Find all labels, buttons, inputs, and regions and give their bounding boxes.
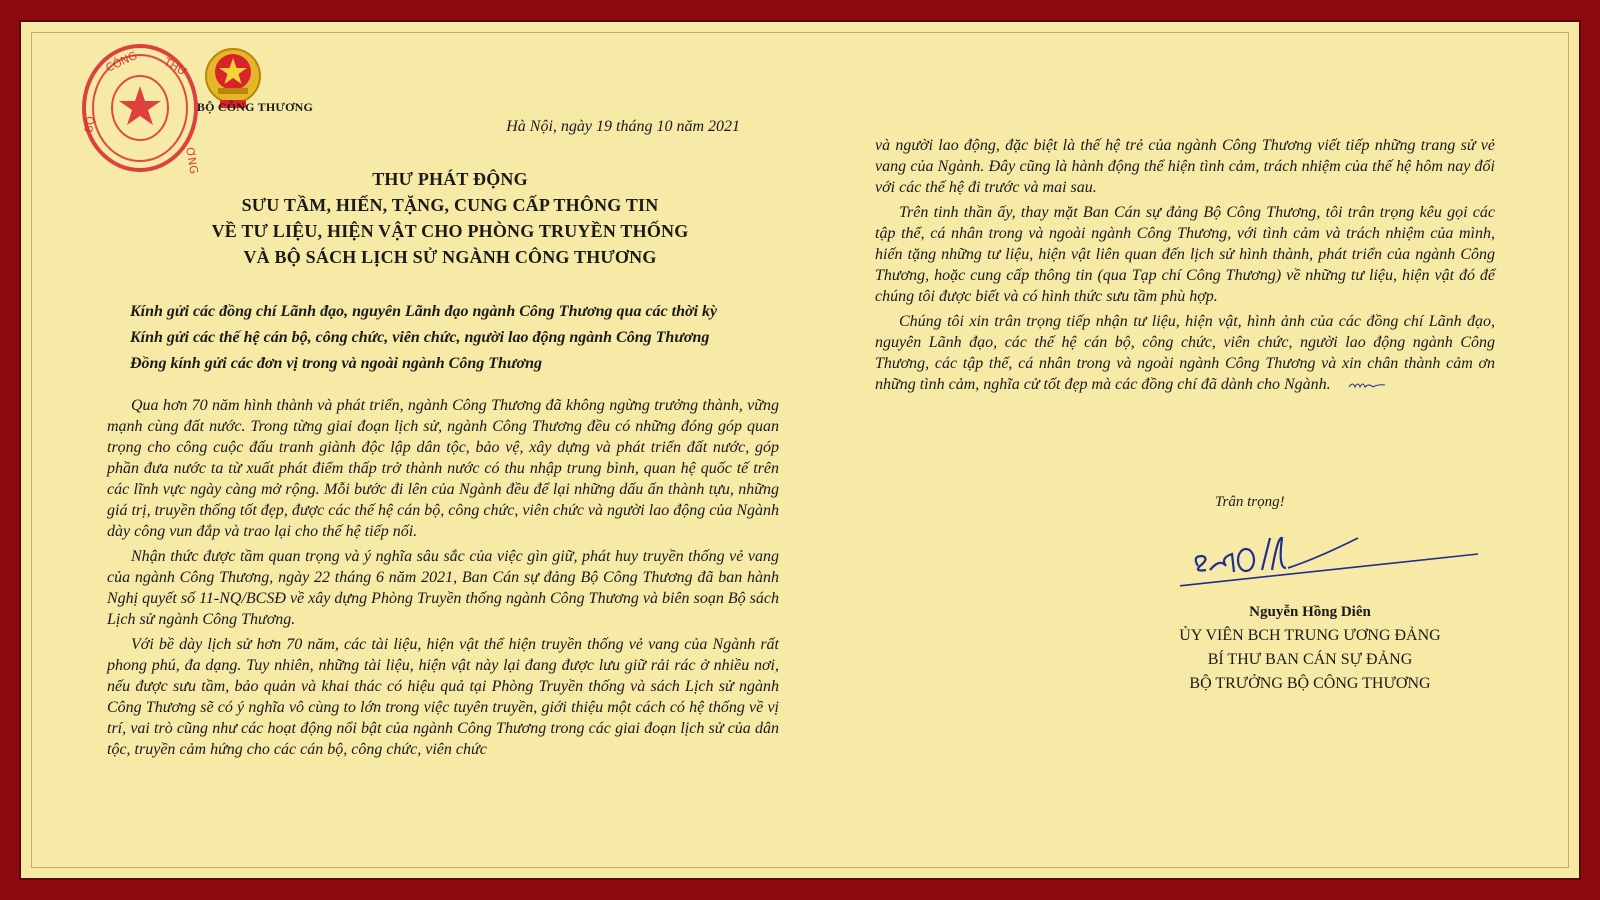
title-line: SƯU TẦM, HIẾN, TẶNG, CUNG CẤP THÔNG TIN xyxy=(241,195,659,215)
signer-title: BỘ TRƯỞNG BỘ CÔNG THƯƠNG xyxy=(1189,675,1431,692)
body-paragraph: Trên tinh thần ấy, thay mặt Ban Cán sự đảng Bộ Công Thương, tôi trân trọng kêu gọi các tập thể, cá nhân trong và ngoài ngành Công Thương, với tình cảm và trách nhiệm của mình, hiến tặng những tư liệu, hiện vật liên quan đến lịch sử hình thành, phát triển của ngành Công Thương, hoặc cung cấp thông tin (qua Tạp chí Công Thương) về những tư liệu, hiện vật đó để chúng tôi được biết và có hình thức sưu tầm phù hợp. xyxy=(875,204,1495,305)
body-column-left xyxy=(107,395,779,764)
svg-text:ƠNG: ƠNG xyxy=(183,146,201,175)
body-paragraph: Nhận thức được tầm quan trọng và ý nghĩa sâu sắc của việc gìn giữ, phát huy truyền thống vẻ vang của ngành Công Thương, ngày 22 tháng 6 năm 2021, Ban Cán sự đảng Bộ Công Thương đã ban hành Nghị quyết số 11-NQ/BCSĐ về xây dựng Phòng Truyền thống ngành Công Thương và biên soạn Bộ sách Lịch sử ngành Công Thương. xyxy=(107,548,779,628)
body-paragraph: Qua hơn 70 năm hình thành và phát triển, ngành Công Thương đã không ngừng trưởng thành, vững mạnh cùng đất nước. Trong từng giai đoạn lịch sử, ngành Công Thương đều có những đóng góp quan trọng cho công cuộc đấu tranh giành độc lập dân tộc, bảo vệ, xây dựng và phát triển đất nước, góp phần đưa nước ta từ xuất phát điểm thấp trở thành nước có thu nhập trung bình, quan hệ quốc tế trên các lĩnh vực ngày càng mở rộng. Mỗi bước đi lên của Ngành đều để lại những dấu ấn thành tựu, những giá trị, truyền thống tốt đẹp, được các thế hệ cán bộ, công chức, viên chức và người lao động của Ngành dày công vun đắp và trao lại cho thế hệ tiếp nối. xyxy=(107,397,779,540)
ministry-name: BỘ CÔNG THƯƠNG xyxy=(196,100,314,114)
handwritten-signature xyxy=(1180,530,1480,605)
title-line: VỀ TƯ LIỆU, HIỆN VẬT CHO PHÒNG TRUYỀN THỐNG xyxy=(211,221,689,241)
greeting-line: Kính gửi các thế hệ cán bộ, công chức, viên chức, người lao động ngành Công Thương xyxy=(130,329,710,346)
signer-title: BÍ THƯ BAN CÁN SỰ ĐẢNG xyxy=(1207,651,1413,668)
signer-name: Nguyễn Hồng Diên xyxy=(1249,604,1371,620)
greeting-line: Kính gửi các đồng chí Lãnh đạo, nguyên Lãnh đạo ngành Công Thương qua các thời kỳ xyxy=(130,303,718,320)
signer-block xyxy=(1100,600,1520,696)
body-paragraph-text: Chúng tôi xin trân trọng tiếp nhận tư liệu, hiện vật, hình ảnh của các đồng chí Lãnh đạo, nguyên Lãnh đạo, các thế hệ cán bộ, công chức, viên chức, người lao động ngành Công Thương, các tập thể, cá nhân trong và ngoài ngành Công Thương và xin chân thành cảm ơn những tình cảm, nghĩa cử tốt đẹp mà các đồng chí đã dành cho Ngành. xyxy=(875,313,1495,393)
svg-text:BỘ: BỘ xyxy=(82,115,98,134)
greeting-lines xyxy=(130,299,780,377)
body-paragraph xyxy=(875,311,1495,395)
title-line: THƯ PHÁT ĐỘNG xyxy=(372,169,528,189)
svg-text:THƯ: THƯ xyxy=(161,55,190,79)
title-line: VÀ BỘ SÁCH LỊCH SỬ NGÀNH CÔNG THƯƠNG xyxy=(243,247,657,267)
date-line: Hà Nội, ngày 19 tháng 10 năm 2021 xyxy=(506,118,740,135)
greeting-line: Đồng kính gửi các đơn vị trong và ngoài ngành Công Thương xyxy=(130,355,542,372)
body-paragraph: Với bề dày lịch sử hơn 70 năm, các tài liệu, hiện vật thể hiện truyền thống vẻ vang của Ngành rất phong phú, đa dạng. Tuy nhiên, những tài liệu, hiện vật này lại đang được lưu giữ rải rác ở nhiều nơi, nếu được sưu tầm, bảo quản và khai thác có hiệu quả tại Phòng Truyền thống và sách Lịch sử ngành Công Thương sẽ có ý nghĩa vô cùng to lớn trong việc tuyên truyền, giới thiệu một cách có hệ thống về vị trí, vai trò cũng như các hoạt động nổi bật của ngành Công Thương trong các giai đoạn lịch sử của dân tộc, truyền cảm hứng cho các cán bộ, công chức, viên chức xyxy=(107,636,779,758)
svg-text:CÔNG: CÔNG xyxy=(103,48,140,75)
letter-title xyxy=(150,166,750,270)
closing-phrase: Trân trọng! xyxy=(1215,494,1285,510)
signer-title: ỦY VIÊN BCH TRUNG ƯƠNG ĐẢNG xyxy=(1179,627,1441,644)
initial-signature-icon xyxy=(1347,378,1387,392)
body-paragraph: và người lao động, đặc biệt là thế hệ trẻ của ngành Công Thương viết tiếp những trang sử vẻ vang của Ngành. Đây cũng là hành động thể hiện tình cảm, trách nhiệm của thế hệ hôm nay đối với các thế hệ đi trước và mai sau. xyxy=(875,137,1495,196)
body-column-right xyxy=(875,135,1495,399)
